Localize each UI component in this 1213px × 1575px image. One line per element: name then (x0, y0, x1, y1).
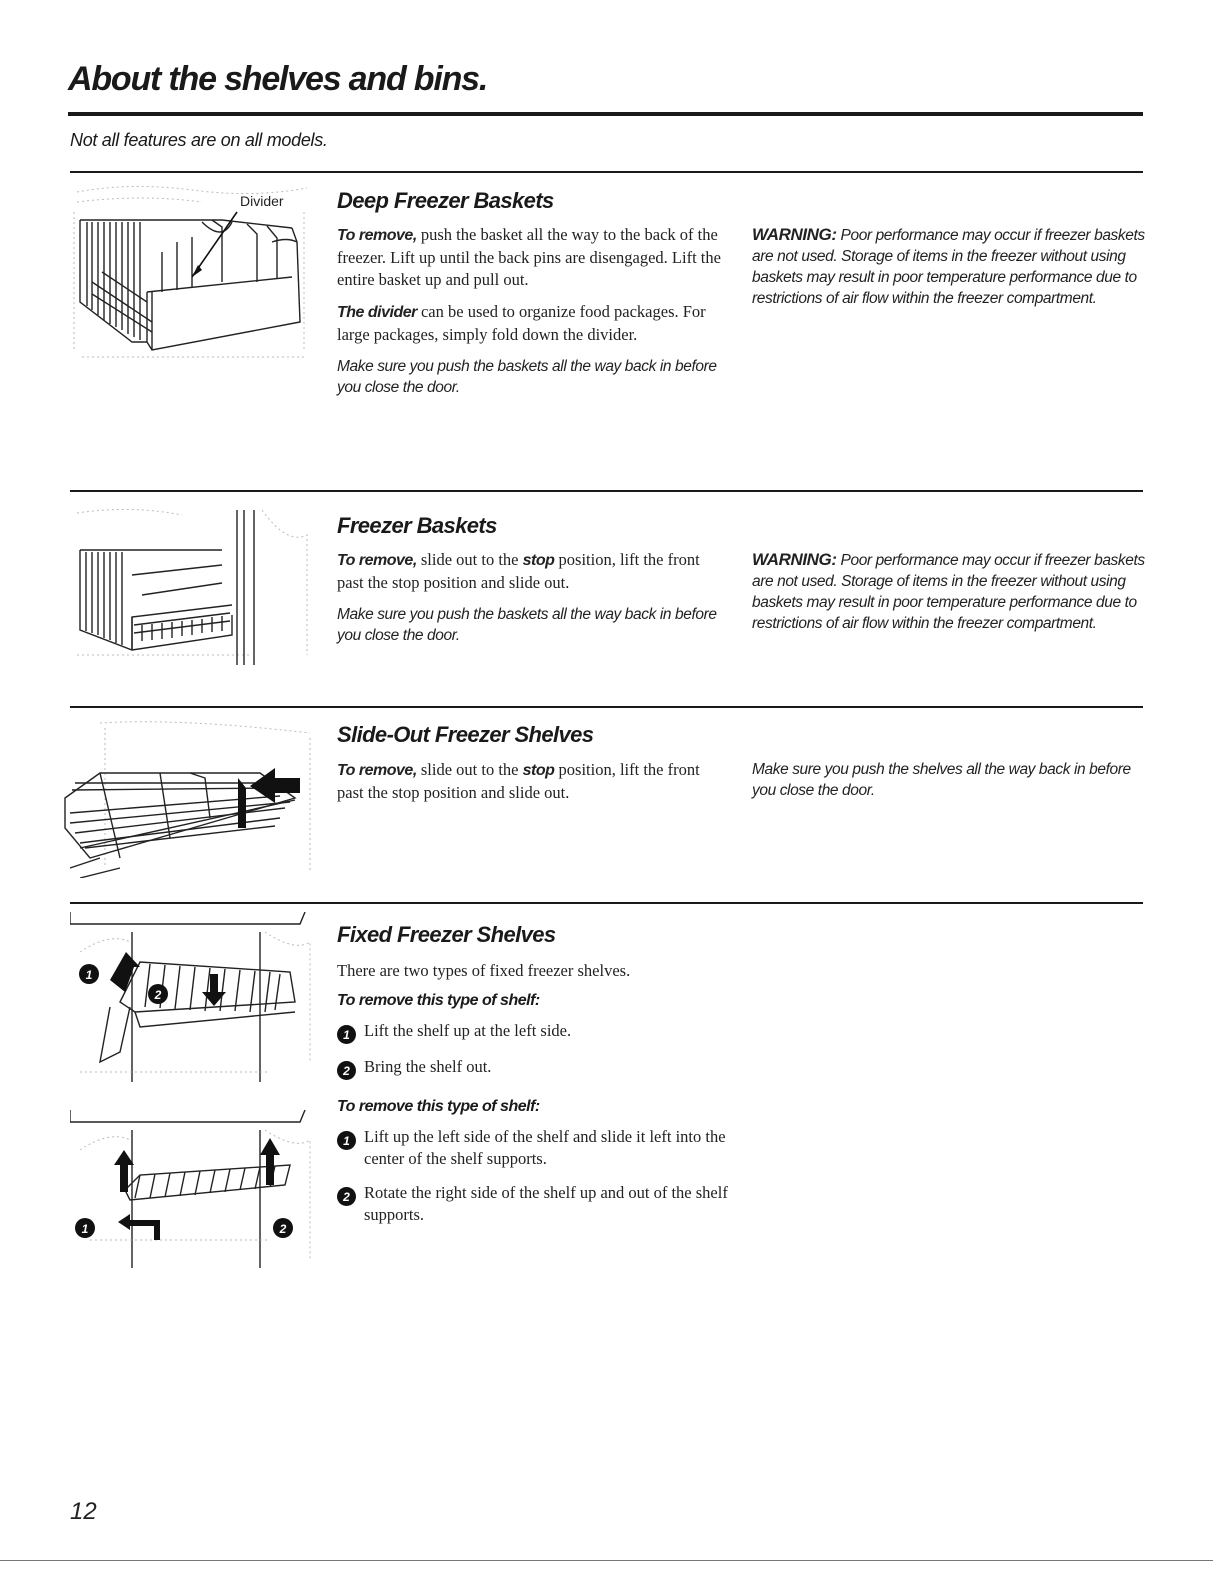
freezer-baskets-note: Make sure you push the baskets all the way back in before you close the door. (337, 606, 717, 644)
type1-heading: To remove this type of shelf: (337, 992, 540, 1009)
remove-text-1: slide out to the (416, 550, 523, 569)
section-divider (70, 490, 1143, 492)
section-heading-freezer-baskets: Freezer Baskets (337, 513, 497, 538)
section-divider (70, 706, 1143, 708)
deep-baskets-warning (752, 224, 1147, 317)
slide-out-shelf-illustration (60, 718, 315, 878)
warning-paragraph (752, 549, 1147, 634)
fixed-shelf-type1-illustration (70, 912, 315, 1087)
slide-out-remove-paragraph (337, 759, 722, 804)
step-text: Lift up the left side of the shelf and slide it left into the center of the shelf supports. (364, 1127, 726, 1168)
step-text: Bring the shelf out. (364, 1057, 492, 1076)
warning-paragraph (752, 224, 1147, 309)
step-number-badge: 2 (337, 1061, 356, 1080)
slide-out-shelves-note: Make sure you push the shelves all the way back in before you close the door. (752, 761, 1131, 799)
remove-lead: To remove, (337, 227, 417, 244)
remove-text: push the basket all the way to the back of the freezer. Lift up until the back pins are disengaged. Lift the entire basket up and pull out. (337, 225, 721, 289)
page-number: 12 (70, 1498, 97, 1525)
remove-text-2: position, lift the front past the stop position and slide out. (337, 760, 700, 802)
warning-label: WARNING: (752, 225, 837, 244)
fixed-shelves-intro: There are two types of fixed freezer shelves. (337, 961, 631, 980)
deep-baskets-body (337, 224, 722, 406)
remove-lead: To remove, (337, 762, 417, 779)
callout-1: 1 (85, 968, 93, 982)
fixed-shelves-body (337, 960, 732, 1238)
type2-heading: To remove this type of shelf: (337, 1098, 540, 1115)
bottom-rule (0, 1560, 1213, 1561)
section-heading-fixed-shelves: Fixed Freezer Shelves (337, 922, 556, 947)
page-subtitle: Not all features are on all models. (70, 130, 328, 150)
section-divider (70, 902, 1143, 904)
divider-text: can be used to organize food packages. For large packages, simply fold down the divider. (337, 302, 706, 344)
type1-step (337, 1056, 732, 1080)
slide-out-shelves-note-column (752, 759, 1147, 809)
callout-2: 2 (279, 1222, 287, 1236)
page-title: About the shelves and bins. (68, 60, 488, 98)
step-number-badge: 2 (337, 1187, 356, 1206)
type1-step (337, 1020, 732, 1044)
stop-word: stop (522, 762, 555, 779)
divider-label: Divider (240, 193, 284, 209)
title-rule (68, 112, 1143, 116)
step-number-badge: 1 (337, 1131, 356, 1150)
warning-text: Poor performance may occur if freezer baskets are not used. Storage of items in the freezer without using baskets may result in poor temperature performance due to restrictions of air flow within the freezer compartment. (752, 552, 1145, 632)
stop-word: stop (522, 552, 555, 569)
deep-baskets-divider-paragraph (337, 301, 722, 346)
callout-2: 2 (154, 988, 162, 1002)
step-text: Rotate the right side of the shelf up and out of the shelf supports. (364, 1183, 728, 1224)
deep-baskets-remove-paragraph (337, 224, 722, 291)
deep-basket-illustration (72, 182, 312, 372)
deep-baskets-note: Make sure you push the baskets all the way back in before you close the door. (337, 358, 717, 396)
step-number-badge: 1 (337, 1025, 356, 1044)
remove-text-2: position, lift the front past the stop position and slide out. (337, 550, 700, 592)
freezer-basket-illustration (72, 505, 312, 670)
fixed-shelf-type2-illustration (70, 1110, 315, 1270)
slide-out-shelves-body (337, 759, 722, 814)
warning-label: WARNING: (752, 550, 837, 569)
freezer-baskets-remove-paragraph (337, 549, 722, 594)
section-heading-slide-out-shelves: Slide-Out Freezer Shelves (337, 722, 594, 747)
section-heading-deep-baskets: Deep Freezer Baskets (337, 188, 554, 213)
warning-text: Poor performance may occur if freezer baskets are not used. Storage of items in the freezer without using baskets may result in poor temperature performance due to restrictions of air flow within the freezer compartment. (752, 227, 1145, 307)
remove-text-1: slide out to the (416, 760, 523, 779)
freezer-baskets-body (337, 549, 722, 654)
remove-lead: To remove, (337, 552, 417, 569)
section-divider (70, 171, 1143, 173)
step-text: Lift the shelf up at the left side. (364, 1021, 572, 1040)
freezer-baskets-warning (752, 549, 1147, 642)
divider-lead: The divider (337, 304, 417, 321)
callout-1: 1 (81, 1222, 89, 1236)
type2-step (337, 1126, 732, 1170)
type2-step (337, 1182, 732, 1226)
